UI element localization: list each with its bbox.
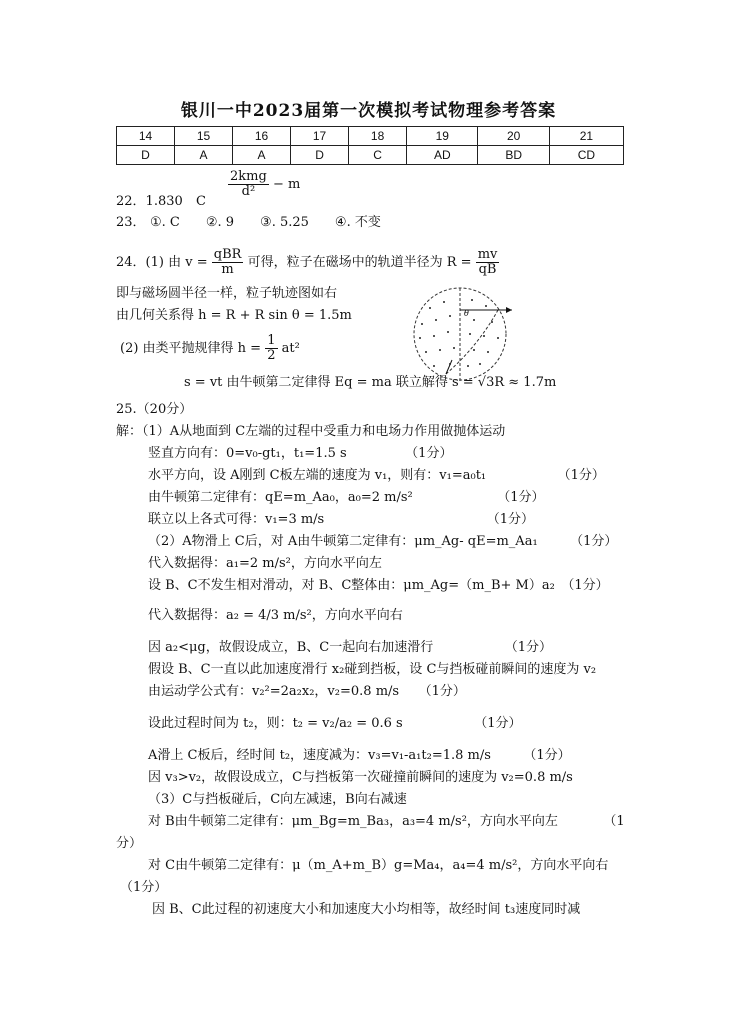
q25-line: A滑上 C板后，经时间 t₂，速度减为：v₃=v₁-a₁t₂=1.8 m/s （1分） xyxy=(148,748,571,763)
q22-label: 22．1.830 xyxy=(116,194,183,209)
table-cell: 14 xyxy=(117,127,175,146)
answer-table-answers-row xyxy=(117,146,624,165)
table-cell: 16 xyxy=(233,127,291,146)
q24-line4 xyxy=(120,334,300,363)
q22-frac-den: d² xyxy=(241,184,256,199)
table-cell: A xyxy=(175,146,233,165)
q25-line: 解：（1）A从地面到 C左端的过程中受重力和电场力作用做抛体运动 xyxy=(116,424,506,439)
q24-v-eq: v = xyxy=(185,255,208,270)
q25-line: 因 v₃>v₂，故假设成立，C与挡板第一次碰撞前瞬间的速度为 v₂=0.8 m/s xyxy=(148,770,573,785)
table-cell: D xyxy=(117,146,175,165)
q24-r-den: qB xyxy=(478,262,497,277)
q23-text: ①. C ②. 9 ③. 5.25 ④. 不变 xyxy=(150,215,381,230)
q24-line1 xyxy=(116,248,499,277)
q25-line: 分） xyxy=(116,836,143,851)
table-cell: C xyxy=(349,146,407,165)
q24-r-eq: R = xyxy=(446,255,472,270)
q25-line: 设此过程时间为 t₂，则：t₂ = v₂/a₂ = 0.6 s （1分） xyxy=(148,716,522,731)
field-dots xyxy=(419,299,499,367)
trajectory-arc xyxy=(446,310,498,374)
q24-v-den: m xyxy=(221,262,234,277)
q25-header: 25.（20分） xyxy=(116,402,193,417)
q24-half-num: 1 xyxy=(267,333,276,348)
q25-line: 水平方向，设 A刚到 C板左端的速度为 v₁，则有：v₁=a₀t₁ （1分） xyxy=(148,468,605,483)
table-cell: 21 xyxy=(549,127,623,146)
table-cell: BD xyxy=(478,146,549,165)
q25-line: 由牛顿第二定律有：qE=m_Aa₀，a₀=2 m/s² （1分） xyxy=(148,490,545,505)
table-cell: CD xyxy=(549,146,623,165)
arrow-head-icon xyxy=(506,307,512,313)
table-cell: A xyxy=(233,146,291,165)
q24-l4b: at² xyxy=(281,341,300,356)
q25-line: 代入数据得：a₁=2 m/s²，方向水平向左 xyxy=(148,556,382,571)
q25-line: （3）C与挡板碰后，C向左减速，B向右减速 xyxy=(148,792,407,807)
table-cell: D xyxy=(291,146,349,165)
q25-line: 联立以上各式可得：v₁=3 m/s （1分） xyxy=(148,512,535,527)
q24-line3: 由几何关系得 h = R + R sin θ = 1.5m xyxy=(116,308,352,323)
answer-table xyxy=(116,126,624,165)
q25-line: 对 C由牛顿第二定律有：μ（m_A+m_B）g=Ma₄，a₄=4 m/s²，方向水平向右 xyxy=(148,858,609,873)
q24-l4a: (2) 由类平抛规律得 h = xyxy=(120,341,262,356)
table-cell: 15 xyxy=(175,127,233,146)
q25-line: 因 B、C此过程的初速度大小和加速度大小均相等，故经时间 t₃速度同时减 xyxy=(152,902,581,917)
theta-label: θ xyxy=(464,309,469,318)
q22-choice: C xyxy=(196,194,206,209)
q25-line: （2）A物滑上 C后，对 A由牛顿第二定律有：μm_Ag- qE=m_Aa₁ （1分） xyxy=(148,534,618,549)
q25-line: 对 B由牛顿第二定律有：μm_Bg=m_Ba₃，a₃=4 m/s²，方向水平向左 （1 xyxy=(148,814,625,829)
q22-tail: − m xyxy=(272,177,301,192)
trajectory-figure xyxy=(408,286,526,394)
q24-half-den: 2 xyxy=(267,348,276,363)
q24-v-num: qBR xyxy=(213,247,242,262)
q25-line: 代入数据得：a₂ = 4/3 m/s²，方向水平向右 xyxy=(148,608,403,623)
q24-line5: s = vt 由牛顿第二定律得 Eq = ma 联立解得 s = √3R ≈ 1.7m xyxy=(184,375,557,390)
q24-l1b: 可得，粒子在磁场中的轨道半径为 xyxy=(247,255,443,270)
table-cell: AD xyxy=(407,146,478,165)
q25-line: 因 a₂<μg，故假设成立，B、C一起向右加速滑行 （1分） xyxy=(148,640,553,655)
q25-line: （1分） xyxy=(120,880,168,895)
q22-frac-num: 2kmg xyxy=(230,169,267,184)
table-cell: 19 xyxy=(407,127,478,146)
q24-r-num: mv xyxy=(477,247,498,262)
entry-velocity-line xyxy=(446,360,452,374)
q25-line: 假设 B、C一直以此加速度滑行 x₂碰到挡板，设 C与挡板碰前瞬间的速度为 v₂ xyxy=(148,662,597,677)
q23-label: 23． xyxy=(116,215,146,230)
q24-line2: 即与磁场圆半径一样，粒子轨迹图如右 xyxy=(116,286,338,301)
q22-formula xyxy=(228,170,300,199)
q25-line: 由运动学公式有：v₂²=2a₂x₂，v₂=0.8 m/s （1分） xyxy=(148,684,466,699)
answer-table-numbers-row xyxy=(117,127,624,146)
q25-line: 设 B、C不发生相对滑动，对 B、C整体由：μm_Ag=（m_B+ M）a₂ （1分） xyxy=(148,578,609,593)
q25-line: 竖直方向有：0=v₀-gt₁，t₁=1.5 s （1分） xyxy=(148,446,453,461)
page-title: 银川一中2023届第一次模拟考试物理参考答案 xyxy=(180,101,557,121)
q24-l1a: 24．(1) 由 xyxy=(116,255,182,270)
table-cell: 18 xyxy=(349,127,407,146)
table-cell: 20 xyxy=(478,127,549,146)
table-cell: 17 xyxy=(291,127,349,146)
